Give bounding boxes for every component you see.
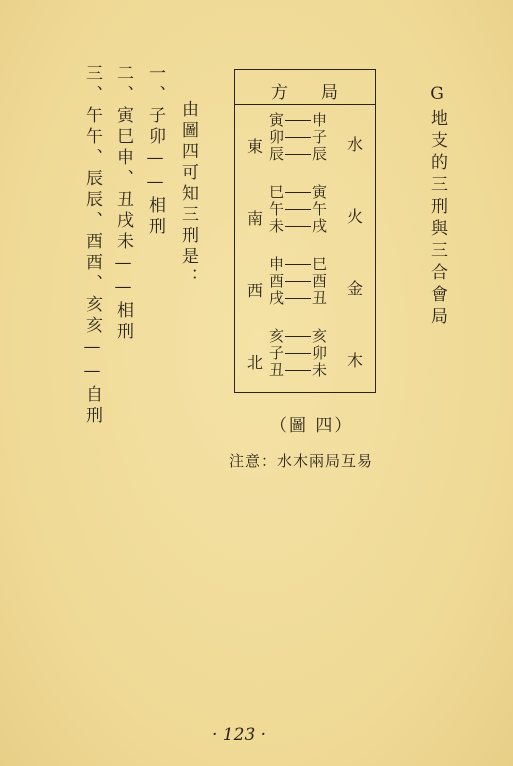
branch: 申	[269, 255, 285, 273]
pair	[269, 184, 327, 201]
branch: 酉	[269, 272, 285, 290]
branch: 子	[269, 344, 285, 362]
list-item-2: 二、寅巳申、丑戌未——相刑	[113, 64, 133, 343]
branch: 午	[312, 200, 328, 218]
pair	[269, 256, 327, 273]
branch: 午	[269, 200, 285, 218]
branch: 巳	[269, 183, 285, 201]
list-item-3: 三、午午、辰辰、酉酉、亥亥——自刑	[82, 64, 102, 427]
branch-pairs	[269, 184, 327, 235]
pair	[269, 146, 327, 163]
table-header	[235, 70, 375, 105]
pair	[269, 201, 327, 218]
branch: 辰	[312, 145, 328, 163]
branch: 巳	[312, 255, 328, 273]
page-number: · 123 ·	[212, 725, 267, 745]
pair	[269, 273, 327, 290]
direction-label: 東	[247, 137, 264, 156]
intro-text: 由圖四可知三刑是：	[178, 100, 198, 289]
branch: 丑	[269, 361, 285, 379]
element-label: 木	[346, 351, 363, 370]
table-row	[235, 256, 375, 326]
table-row	[235, 112, 375, 182]
branch: 卯	[312, 344, 328, 362]
branch: 子	[312, 128, 328, 146]
element-label: 火	[346, 207, 363, 226]
pair	[269, 362, 327, 379]
header-right: 局	[321, 83, 338, 103]
branch-pairs	[269, 328, 327, 379]
direction-label: 南	[247, 209, 264, 228]
branch-pairs	[269, 256, 327, 307]
direction-label: 北	[247, 353, 264, 372]
branch: 申	[312, 111, 328, 129]
branch: 辰	[269, 145, 285, 163]
branch: 亥	[312, 327, 328, 345]
branch: 酉	[312, 272, 328, 290]
directions-table	[234, 69, 376, 393]
header-left: 方	[271, 83, 288, 103]
pair	[269, 290, 327, 307]
table-row	[235, 184, 375, 254]
table-row	[235, 328, 375, 398]
pair	[269, 129, 327, 146]
branch: 丑	[312, 289, 328, 307]
branch: 卯	[269, 128, 285, 146]
pair	[269, 112, 327, 129]
pair	[269, 345, 327, 362]
direction-label: 西	[247, 281, 264, 300]
list-item-1: 一、子卯——相刑	[145, 64, 165, 238]
branch: 未	[312, 361, 328, 379]
section-title: G地支的三刑與三合會局	[427, 84, 447, 329]
pair	[269, 328, 327, 345]
element-label: 水	[346, 135, 363, 154]
figure-caption: （圖 四）	[270, 416, 354, 436]
branch: 寅	[312, 183, 328, 201]
branch: 戌	[312, 217, 328, 235]
branch: 戌	[269, 289, 285, 307]
branch: 寅	[269, 111, 285, 129]
branch: 未	[269, 217, 285, 235]
pair	[269, 218, 327, 235]
element-label: 金	[346, 279, 363, 298]
branch-pairs	[269, 112, 327, 163]
note-text: 注意：水木兩局互易	[229, 452, 374, 470]
branch: 亥	[269, 327, 285, 345]
